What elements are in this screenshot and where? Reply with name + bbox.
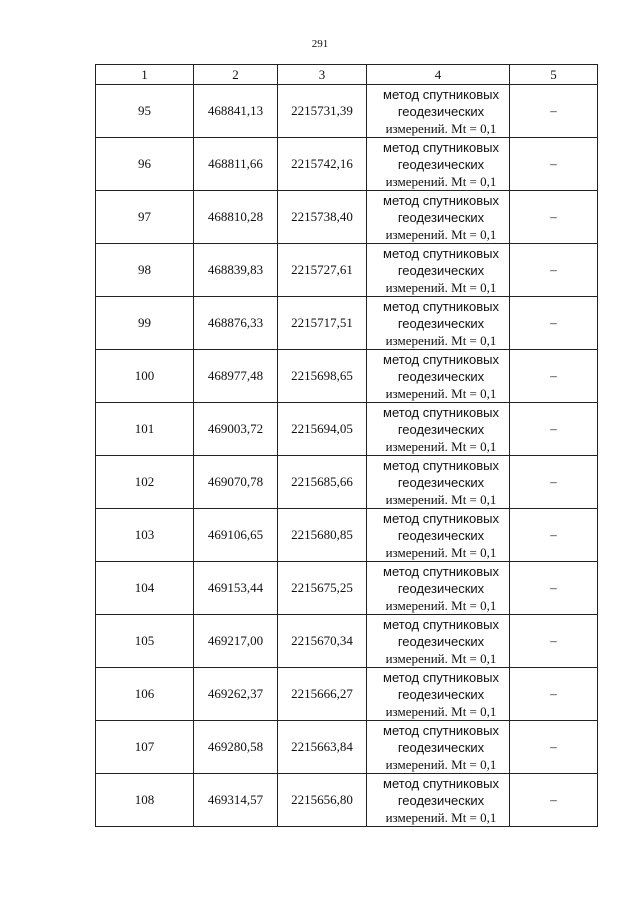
column-5-cell: –	[510, 774, 598, 827]
table-row	[96, 85, 598, 138]
method-cell	[367, 191, 510, 244]
header-col-1: 1	[96, 65, 194, 85]
table-body	[96, 85, 598, 827]
coordinates-table	[95, 64, 598, 827]
method-text-line: геодезических	[397, 103, 485, 119]
method-text-line: измерений. Mt = 0,1	[385, 279, 497, 295]
method-cell	[367, 403, 510, 456]
column-5-cell: –	[510, 244, 598, 297]
point-number-cell: 107	[96, 721, 194, 774]
column-5-cell: –	[510, 403, 598, 456]
x-coordinate-cell: 469262,37	[194, 668, 278, 721]
method-text-line: геодезических	[397, 792, 485, 808]
y-coordinate-cell: 2215666,27	[278, 668, 367, 721]
y-coordinate-cell: 2215698,65	[278, 350, 367, 403]
x-coordinate-cell: 469314,57	[194, 774, 278, 827]
method-text-line: измерений. Mt = 0,1	[385, 544, 497, 560]
y-coordinate-cell: 2215670,34	[278, 615, 367, 668]
point-number-cell: 102	[96, 456, 194, 509]
point-number-cell: 105	[96, 615, 194, 668]
point-number-cell: 100	[96, 350, 194, 403]
header-col-2: 2	[194, 65, 278, 85]
table-row	[96, 244, 598, 297]
method-text-line: геодезических	[397, 474, 485, 490]
method-text-line: геодезических	[397, 368, 485, 384]
y-coordinate-cell: 2215738,40	[278, 191, 367, 244]
method-text-line: измерений. Mt = 0,1	[385, 756, 497, 772]
table-row	[96, 191, 598, 244]
column-5-cell: –	[510, 85, 598, 138]
method-text-line: измерений. Mt = 0,1	[385, 226, 497, 242]
method-text-line: метод спутниковых	[383, 457, 499, 473]
point-number-cell: 96	[96, 138, 194, 191]
method-text-line: геодезических	[397, 686, 485, 702]
method-cell	[367, 85, 510, 138]
y-coordinate-cell: 2215675,25	[278, 562, 367, 615]
method-text-line: геодезических	[397, 262, 485, 278]
table-row	[96, 297, 598, 350]
table-row	[96, 562, 598, 615]
method-text-line: метод спутниковых	[383, 404, 499, 420]
method-text-line: метод спутниковых	[383, 351, 499, 367]
header-row	[96, 65, 598, 85]
method-text-line: метод спутниковых	[383, 139, 499, 155]
method-cell	[367, 350, 510, 403]
x-coordinate-cell: 468810,28	[194, 191, 278, 244]
y-coordinate-cell: 2215694,05	[278, 403, 367, 456]
point-number-cell: 95	[96, 85, 194, 138]
y-coordinate-cell: 2215742,16	[278, 138, 367, 191]
method-text-line: измерений. Mt = 0,1	[385, 385, 497, 401]
method-text-line: метод спутниковых	[383, 86, 499, 102]
method-text-line: метод спутниковых	[383, 669, 499, 685]
method-text-line: измерений. Mt = 0,1	[385, 650, 497, 666]
method-cell	[367, 456, 510, 509]
method-cell	[367, 774, 510, 827]
y-coordinate-cell: 2215680,85	[278, 509, 367, 562]
x-coordinate-cell: 468876,33	[194, 297, 278, 350]
table-row	[96, 403, 598, 456]
column-5-cell: –	[510, 138, 598, 191]
method-cell	[367, 668, 510, 721]
method-text-line: метод спутниковых	[383, 192, 499, 208]
column-5-cell: –	[510, 509, 598, 562]
method-cell	[367, 615, 510, 668]
y-coordinate-cell: 2215731,39	[278, 85, 367, 138]
method-text-line: геодезических	[397, 156, 485, 172]
column-5-cell: –	[510, 456, 598, 509]
method-text-line: измерений. Mt = 0,1	[385, 332, 497, 348]
page-number: 291	[311, 38, 329, 50]
x-coordinate-cell: 468977,48	[194, 350, 278, 403]
point-number-cell: 103	[96, 509, 194, 562]
table-row	[96, 509, 598, 562]
point-number-cell: 99	[96, 297, 194, 350]
column-5-cell: –	[510, 615, 598, 668]
y-coordinate-cell: 2215685,66	[278, 456, 367, 509]
header-col-4: 4	[367, 65, 510, 85]
point-number-cell: 101	[96, 403, 194, 456]
method-text-line: метод спутниковых	[383, 510, 499, 526]
method-text-line: геодезических	[397, 209, 485, 225]
method-text-line: метод спутниковых	[383, 722, 499, 738]
x-coordinate-cell: 468839,83	[194, 244, 278, 297]
table-row	[96, 456, 598, 509]
table-row	[96, 615, 598, 668]
method-text-line: измерений. Mt = 0,1	[385, 597, 497, 613]
method-text-line: геодезических	[397, 315, 485, 331]
method-text-line: метод спутниковых	[383, 616, 499, 632]
method-cell	[367, 562, 510, 615]
x-coordinate-cell: 468841,13	[194, 85, 278, 138]
table-header	[96, 65, 598, 85]
x-coordinate-cell: 469153,44	[194, 562, 278, 615]
x-coordinate-cell: 469106,65	[194, 509, 278, 562]
point-number-cell: 97	[96, 191, 194, 244]
table-row	[96, 138, 598, 191]
method-text-line: метод спутниковых	[383, 563, 499, 579]
method-cell	[367, 509, 510, 562]
column-5-cell: –	[510, 668, 598, 721]
table-row	[96, 350, 598, 403]
method-text-line: измерений. Mt = 0,1	[385, 809, 497, 825]
point-number-cell: 106	[96, 668, 194, 721]
table-row	[96, 774, 598, 827]
y-coordinate-cell: 2215656,80	[278, 774, 367, 827]
method-text-line: метод спутниковых	[383, 245, 499, 261]
method-text-line: измерений. Mt = 0,1	[385, 703, 497, 719]
column-5-cell: –	[510, 721, 598, 774]
method-cell	[367, 244, 510, 297]
y-coordinate-cell: 2215663,84	[278, 721, 367, 774]
y-coordinate-cell: 2215717,51	[278, 297, 367, 350]
point-number-cell: 104	[96, 562, 194, 615]
method-cell	[367, 721, 510, 774]
table-row	[96, 668, 598, 721]
column-5-cell: –	[510, 191, 598, 244]
table-row	[96, 721, 598, 774]
point-number-cell: 108	[96, 774, 194, 827]
method-text-line: измерений. Mt = 0,1	[385, 438, 497, 454]
method-text-line: измерений. Mt = 0,1	[385, 491, 497, 507]
column-5-cell: –	[510, 297, 598, 350]
method-text-line: метод спутниковых	[383, 775, 499, 791]
method-text-line: геодезических	[397, 580, 485, 596]
method-text-line: геодезических	[397, 527, 485, 543]
x-coordinate-cell: 469003,72	[194, 403, 278, 456]
x-coordinate-cell: 468811,66	[194, 138, 278, 191]
method-cell	[367, 297, 510, 350]
x-coordinate-cell: 469280,58	[194, 721, 278, 774]
header-col-5: 5	[510, 65, 598, 85]
y-coordinate-cell: 2215727,61	[278, 244, 367, 297]
column-5-cell: –	[510, 562, 598, 615]
point-number-cell: 98	[96, 244, 194, 297]
method-text-line: геодезических	[397, 739, 485, 755]
method-text-line: измерений. Mt = 0,1	[385, 173, 497, 189]
method-text-line: метод спутниковых	[383, 298, 499, 314]
method-text-line: измерений. Mt = 0,1	[385, 120, 497, 136]
method-text-line: геодезических	[397, 421, 485, 437]
method-text-line: геодезических	[397, 633, 485, 649]
method-cell	[367, 138, 510, 191]
x-coordinate-cell: 469070,78	[194, 456, 278, 509]
x-coordinate-cell: 469217,00	[194, 615, 278, 668]
column-5-cell: –	[510, 350, 598, 403]
header-col-3: 3	[278, 65, 367, 85]
